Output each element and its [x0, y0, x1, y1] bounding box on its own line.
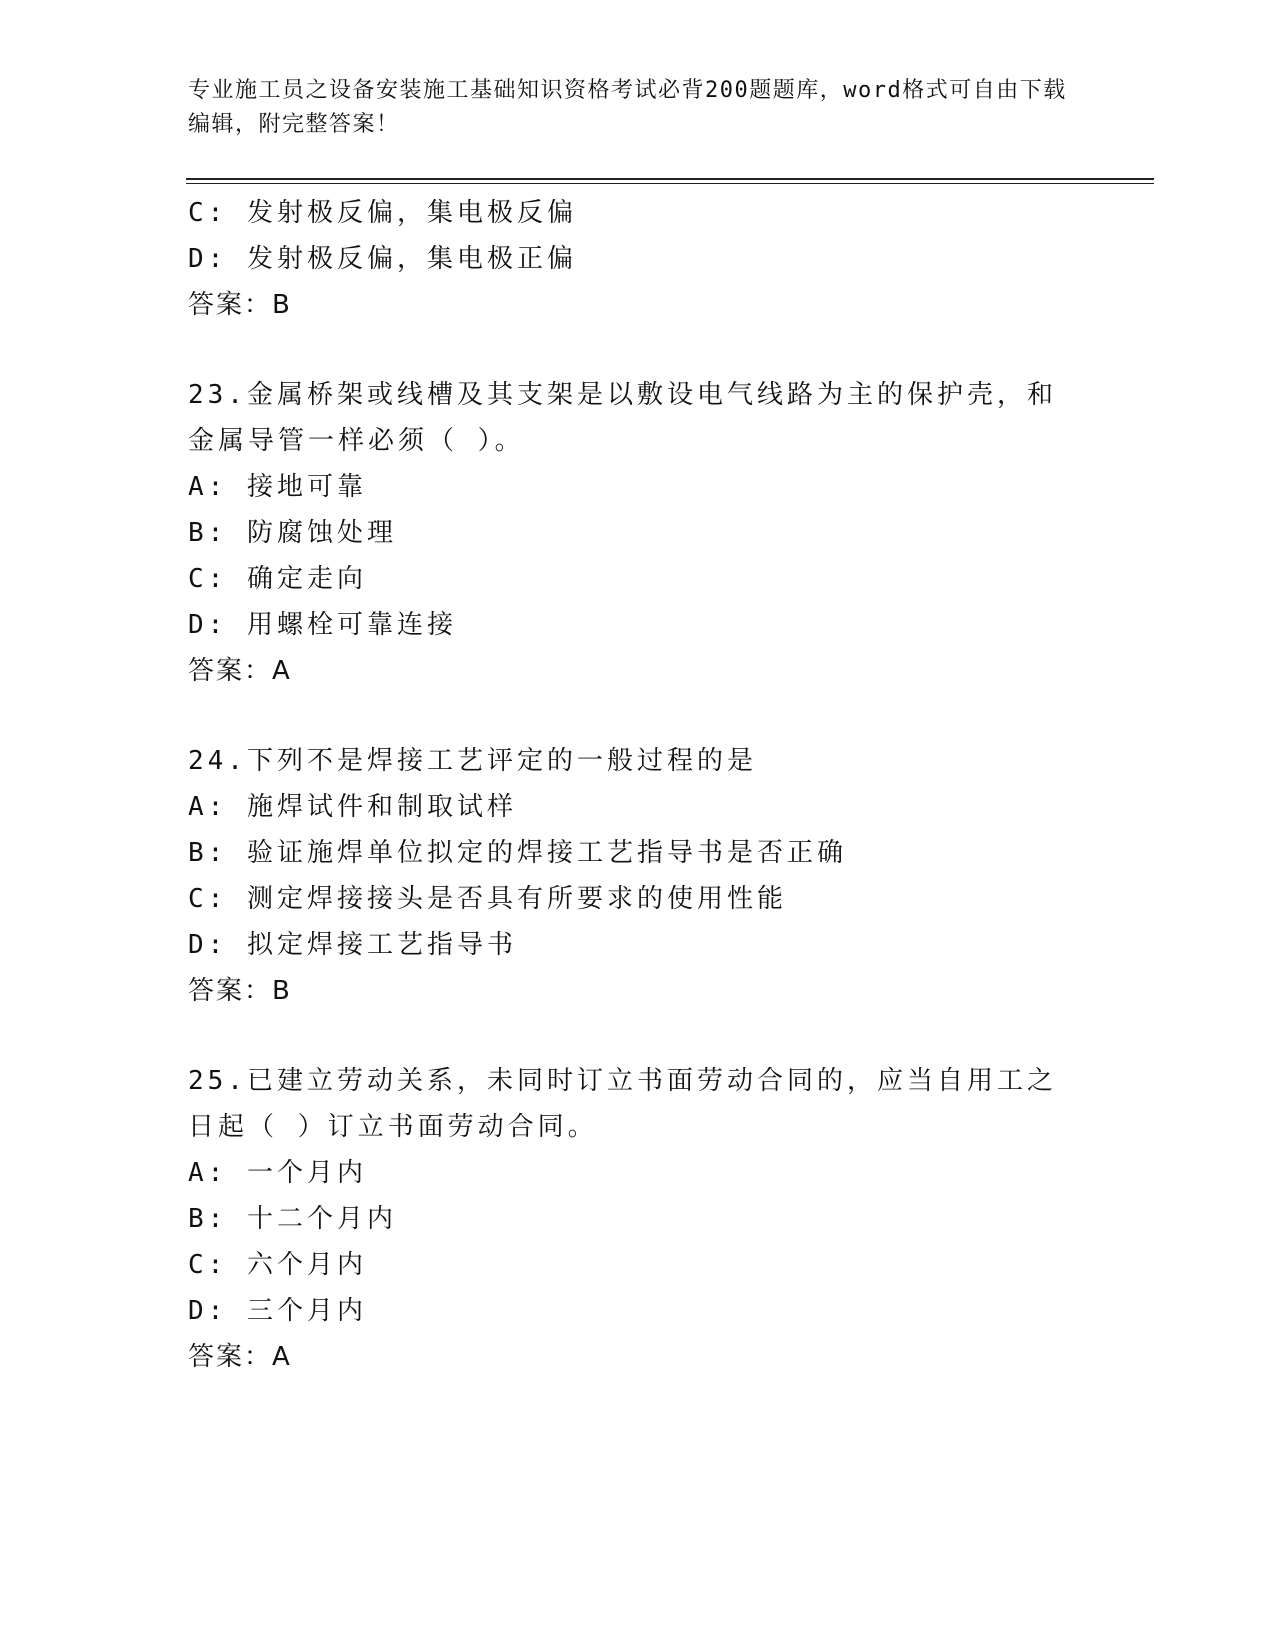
answer-line: 答案：B	[188, 290, 292, 320]
continued-question	[188, 190, 1088, 328]
option-b: B: 验证施焊单位拟定的焊接工艺指导书是否正确	[188, 838, 847, 868]
option-a: A: 一个月内	[188, 1158, 367, 1188]
question-24	[188, 738, 1088, 1014]
question-title: 23.金属桥架或线槽及其支架是以敷设电气线路为主的保护壳，和金属导管一样必须（ ）。	[188, 380, 1057, 456]
option-b: B: 防腐蚀处理	[188, 518, 397, 548]
option-d: D: 拟定焊接工艺指导书	[188, 930, 517, 960]
header-divider-top	[186, 178, 1154, 180]
question-content	[188, 190, 1088, 1380]
option-d: D: 三个月内	[188, 1296, 367, 1326]
option-d: D: 发射极反偏，集电极正偏	[188, 244, 577, 274]
question-title: 24.下列不是焊接工艺评定的一般过程的是	[188, 746, 757, 776]
option-b: B: 十二个月内	[188, 1204, 397, 1234]
question-23	[188, 372, 1088, 694]
option-c: C: 测定焊接接头是否具有所要求的使用性能	[188, 884, 787, 914]
option-a: A: 接地可靠	[188, 472, 367, 502]
header-divider-bottom	[186, 183, 1154, 184]
question-25	[188, 1058, 1088, 1380]
answer-line: 答案：A	[188, 1342, 292, 1372]
answer-line: 答案：A	[188, 656, 292, 686]
option-d: D: 用螺栓可靠连接	[188, 610, 457, 640]
option-c: C: 六个月内	[188, 1250, 367, 1280]
option-a: A: 施焊试件和制取试样	[188, 792, 517, 822]
document-header: 专业施工员之设备安装施工基础知识资格考试必背200题题库，word格式可自由下载编辑，附完整答案！	[188, 78, 1067, 137]
option-c: C: 发射极反偏，集电极反偏	[188, 198, 577, 228]
option-c: C: 确定走向	[188, 564, 367, 594]
answer-line: 答案：B	[188, 976, 292, 1006]
question-title: 25.已建立劳动关系，未同时订立书面劳动合同的，应当自用工之日起（ ）订立书面劳动合同。	[188, 1066, 1057, 1142]
